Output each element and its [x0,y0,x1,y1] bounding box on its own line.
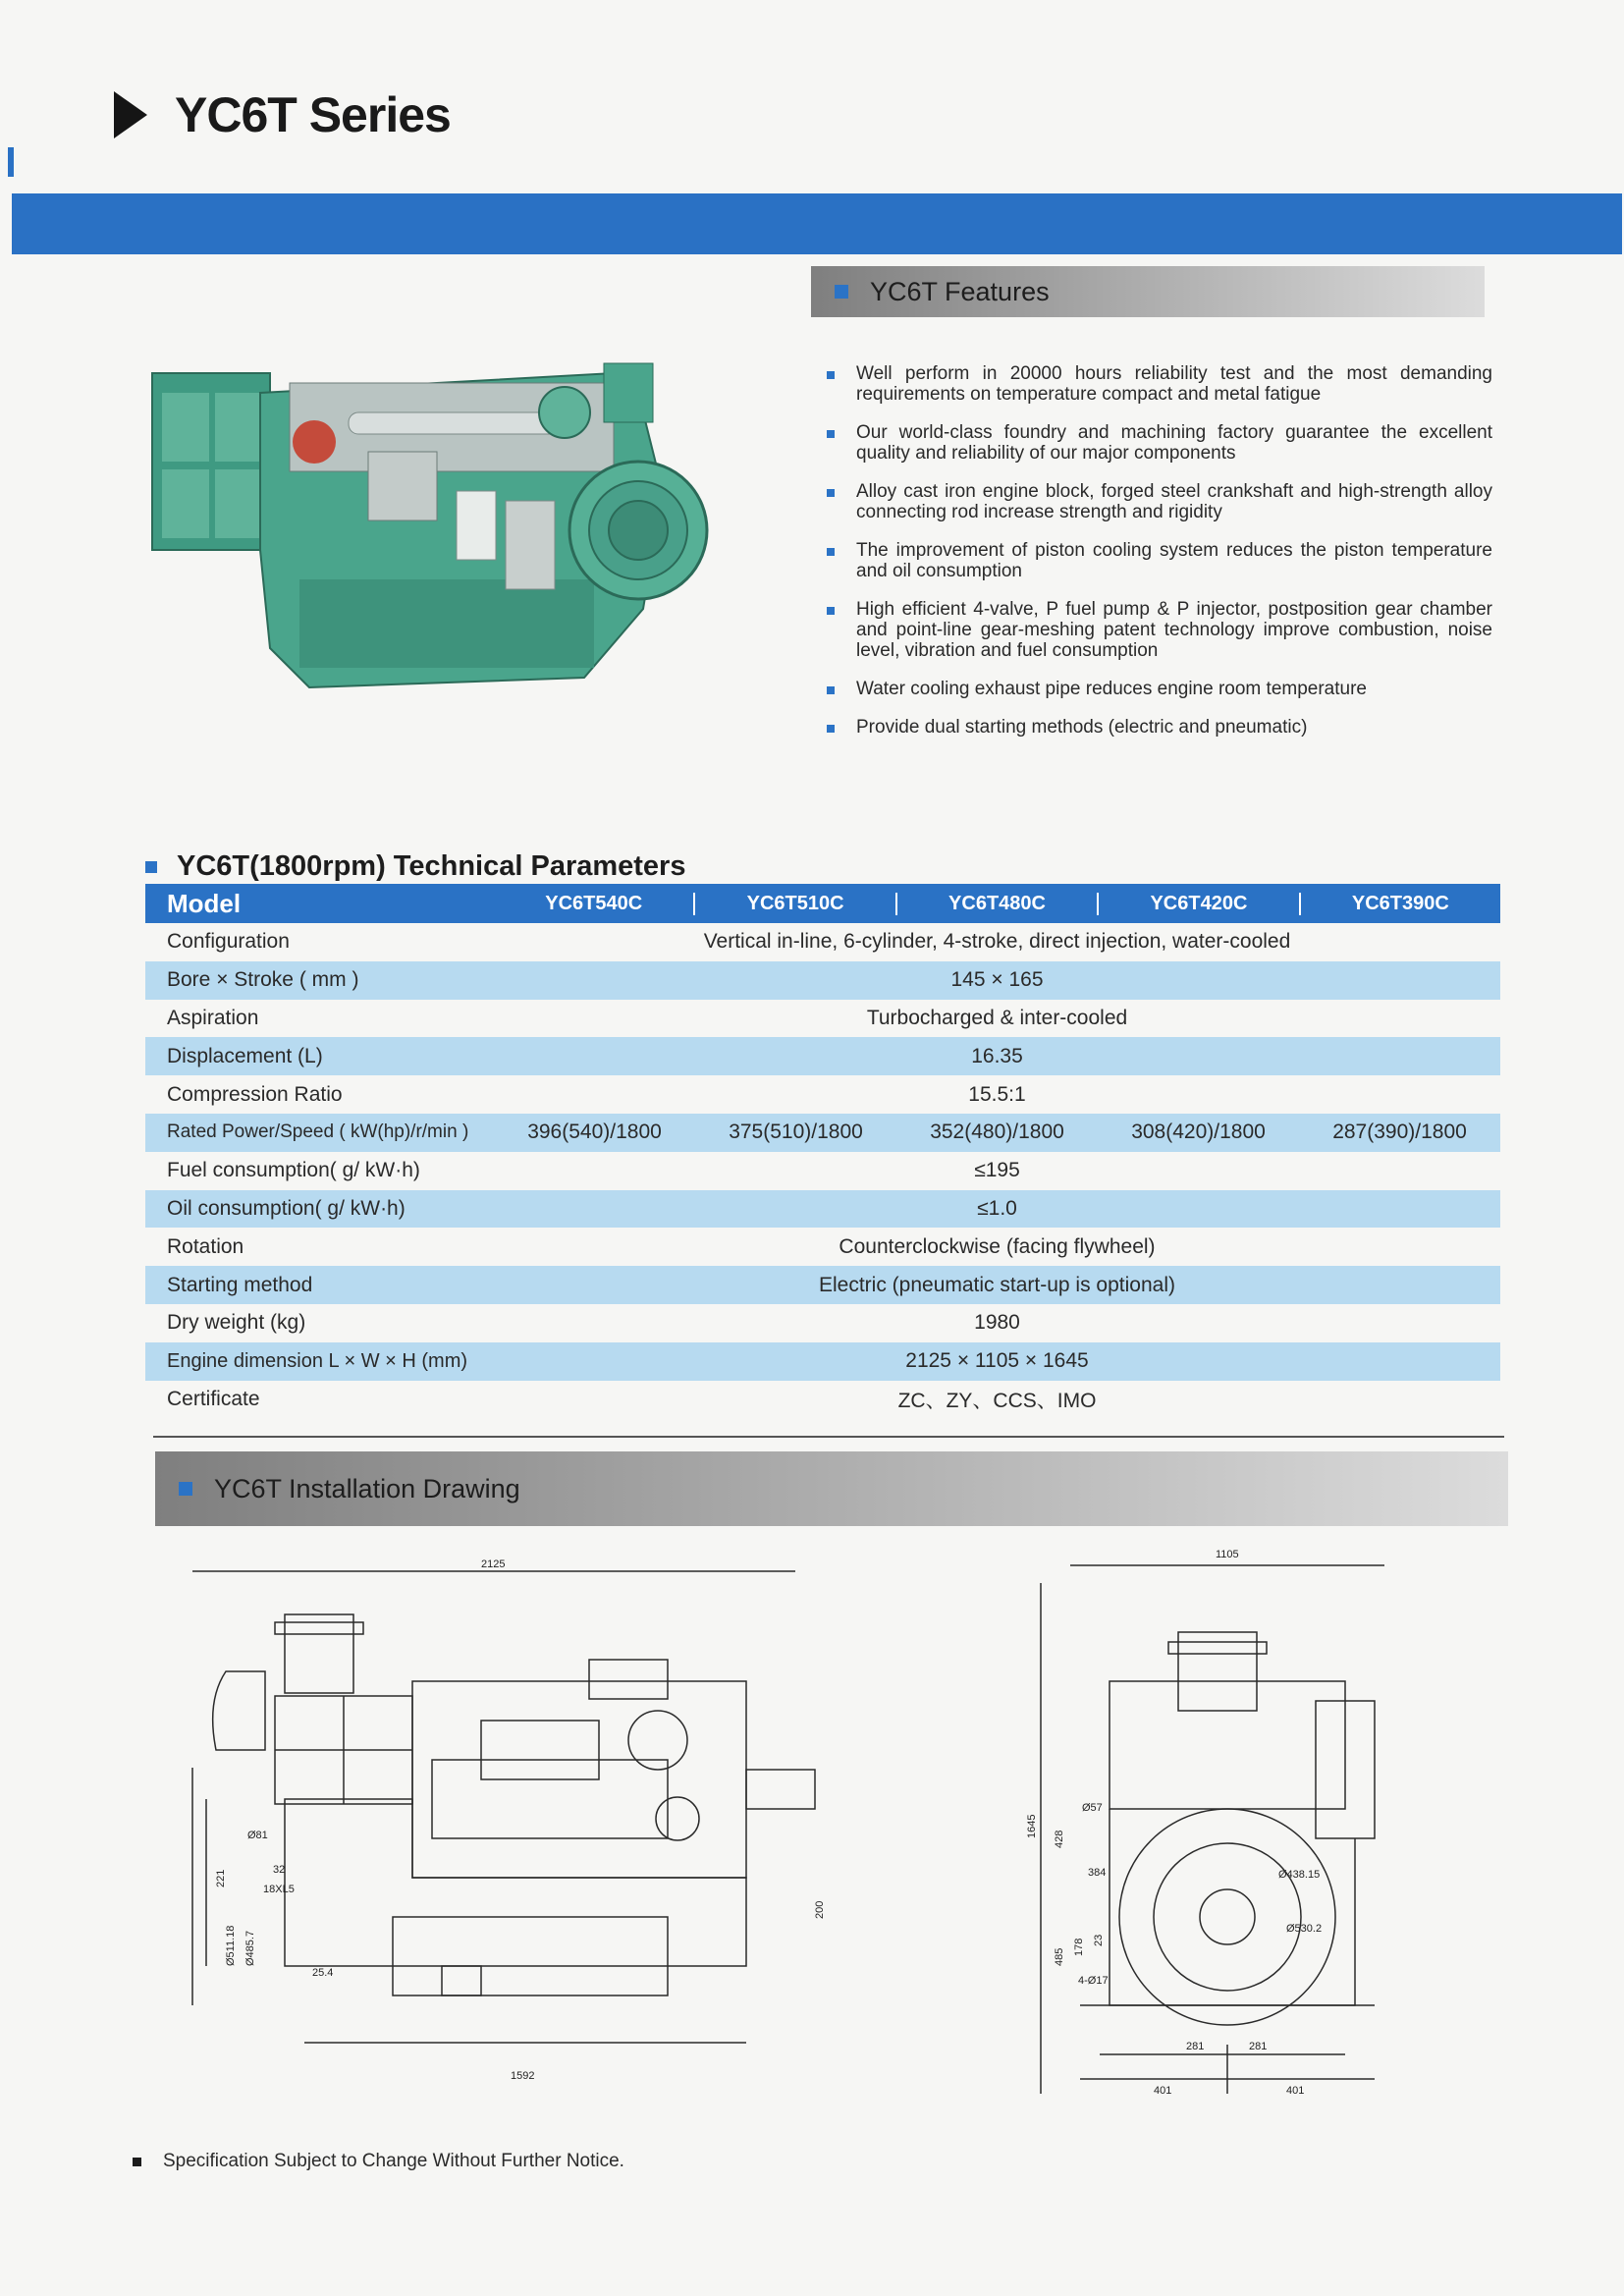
features-list [825,363,1492,755]
row-label: Oil consumption( g/ kW·h) [167,1196,406,1220]
dim-h200: 200 [814,1900,826,1919]
model-header-cell: YC6T540C [545,892,643,914]
dim-d32: 32 [273,1864,286,1876]
tech-params-heading [145,850,685,883]
features-heading-bar [811,266,1485,317]
dim-base: 1592 [511,2070,535,2082]
table-row [145,1075,1500,1114]
square-bullet-icon [835,285,848,299]
table-row [145,1037,1500,1075]
row-label: Certificate [167,1387,260,1410]
row-value: 1980 [974,1311,1020,1335]
row-value: Electric (pneumatic start-up is optional) [819,1273,1175,1296]
engine-photo [152,354,761,766]
dim-h485: 485 [1054,1947,1065,1966]
dim-d81: Ø81 [247,1830,268,1841]
dim-h384: 384 [1088,1867,1107,1879]
power-cell: 396(540)/1800 [527,1121,662,1144]
dim-d511: Ø511.18 [225,1925,237,1966]
drawing-heading: YC6T Installation Drawing [214,1473,520,1503]
feature-item: High efficient 4-valve, P fuel pump & P injector, postposition gear chamber and point-line gear-meshing patent technology improve combustion, noise level, vibration and fuel consumption [825,599,1492,661]
feature-item: The improvement of piston cooling system reduces the piston temperature and oil consumption [825,540,1492,581]
row-value: ≤195 [974,1159,1020,1182]
table-row [145,1266,1500,1304]
footer-text: Specification Subject to Change Without Further Notice. [163,2151,624,2171]
row-label: Compression Ratio [167,1082,343,1106]
row-label: Configuration [167,930,290,954]
table-row [145,1342,1500,1381]
row-value: 145 × 165 [950,968,1044,992]
row-label: Aspiration [167,1006,259,1029]
table-row [145,1114,1500,1152]
row-label: Rotation [167,1234,244,1258]
features-heading: YC6T Features [870,276,1050,306]
row-label: Engine dimension L × W × H (mm) [167,1349,468,1372]
feature-item: Provide dual starting methods (electric and pneumatic) [825,717,1492,738]
dim-b401a: 401 [1154,2085,1172,2097]
feature-item: Our world-class foundry and machining factory guarantee the excellent quality and reliability of our major components [825,422,1492,464]
tech-params-title: YC6T(1800rpm) Technical Parameters [177,850,686,882]
row-value: 2125 × 1105 × 1645 [905,1349,1089,1373]
power-cell: 287(390)/1800 [1332,1121,1467,1144]
dim-d25: 25.4 [312,1967,334,1979]
left-edge-mark [8,147,14,177]
dim-h428: 428 [1054,1830,1065,1848]
dim-length: 2125 [481,1558,506,1570]
model-header-cell: YC6T420C [1097,893,1298,915]
table-header-row [145,884,1500,923]
dim-d438: Ø438.15 [1278,1869,1321,1881]
dim-h221: 221 [215,1869,227,1887]
dim-b281a: 281 [1186,2041,1205,2052]
table-row [145,1152,1500,1190]
feature-item: Alloy cast iron engine block, forged steel crankshaft and high-strength alloy connecting rod increase strength and rigidity [825,481,1492,522]
dim-d17: 4-Ø17 [1078,1975,1109,1987]
dim-h178: 178 [1073,1938,1085,1956]
model-header-cell: YC6T390C [1299,893,1500,915]
dim-height: 1645 [1026,1814,1038,1838]
row-label: Dry weight (kg) [167,1311,306,1335]
dim-d530: Ø530.2 [1286,1923,1323,1935]
footer-note [133,2151,624,2172]
power-cell: 375(510)/1800 [729,1121,863,1144]
page-title: YC6T Series [175,87,451,142]
row-value: ZC、ZY、CCS、IMO [897,1389,1097,1412]
row-label: Rated Power/Speed ( kW(hp)/r/min ) [167,1121,469,1143]
row-value: ≤1.0 [977,1196,1017,1220]
play-arrow-icon [114,91,147,138]
row-label: Fuel consumption( g/ kW·h) [167,1159,420,1182]
table-row [145,1190,1500,1229]
row-value: 15.5:1 [968,1082,1026,1106]
dim-h23: 23 [1093,1934,1105,1946]
power-cell: 352(480)/1800 [930,1121,1064,1144]
model-header-cell: YC6T510C [693,893,894,915]
row-label: Starting method [167,1273,313,1296]
table-row [145,1228,1500,1266]
row-value: Vertical in-line, 6-cylinder, 4-stroke, direct injection, water-cooled [703,930,1291,954]
dim-width: 1105 [1216,1549,1239,1560]
square-bullet-icon [145,861,157,873]
square-bullet-icon [179,1482,192,1496]
spec-table [145,884,1500,1418]
dim-b401b: 401 [1286,2085,1305,2097]
feature-item: Well perform in 20000 hours reliability test and the most demanding requirements on temperature compact and metal fatigue [825,363,1492,405]
page-title-block [114,86,451,143]
row-value: 16.35 [971,1044,1023,1067]
power-cell: 308(420)/1800 [1131,1121,1266,1144]
table-row [145,1000,1500,1038]
dim-b281b: 281 [1249,2041,1268,2052]
table-row [145,1381,1500,1419]
row-value: Turbocharged & inter-cooled [866,1006,1128,1029]
row-label: Displacement (L) [167,1044,323,1067]
header-blue-band [12,193,1622,254]
feature-item: Water cooling exhaust pipe reduces engine room temperature [825,679,1492,699]
table-bottom-rule [153,1436,1504,1438]
model-header-cell: YC6T480C [895,893,1097,915]
table-row [145,923,1500,961]
model-header-cell: Model [167,888,242,918]
end-view-drawing [1021,1544,1434,2104]
row-value: Counterclockwise (facing flywheel) [839,1234,1156,1258]
table-row [145,961,1500,1000]
row-label: Bore × Stroke ( mm ) [167,968,359,992]
dim-d485: Ø485.7 [244,1930,256,1966]
dim-d57: Ø57 [1082,1802,1103,1814]
table-row [145,1304,1500,1342]
dim-bolt: 18XL5 [263,1884,295,1895]
square-bullet-icon [133,2158,141,2166]
side-view-drawing [187,1554,826,2084]
drawing-heading-bar [155,1451,1508,1526]
